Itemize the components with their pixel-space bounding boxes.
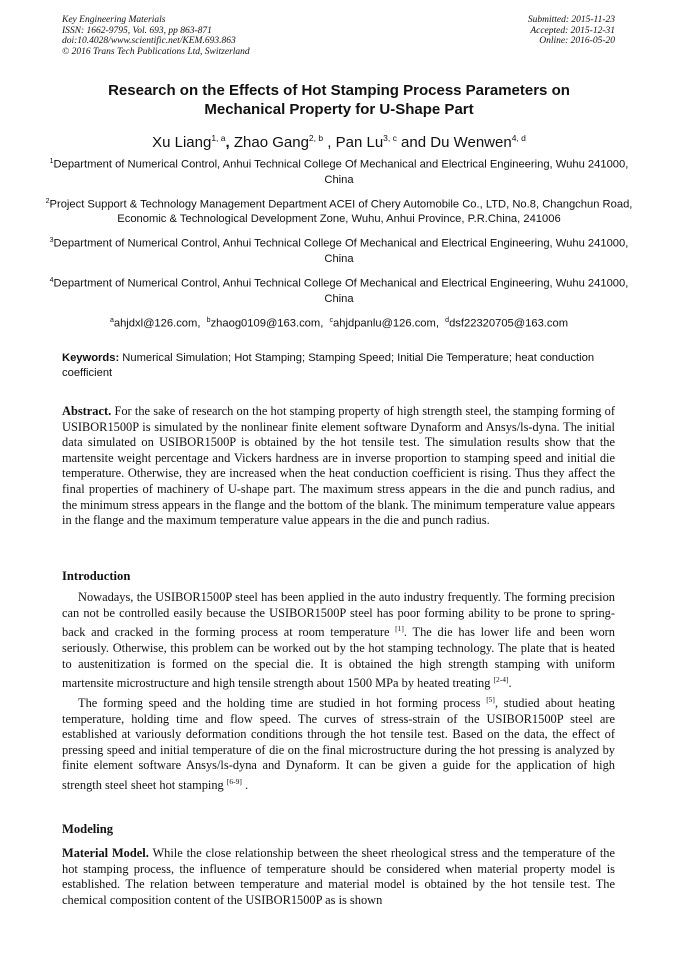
affiliation-text: Department of Numerical Control, Anhui Technical College Of Mechanical and Electrical Engineering, Wuhu 241000, China: [53, 277, 629, 305]
modeling-section: [62, 846, 615, 908]
paragraph-text: .: [508, 676, 512, 691]
keywords-label: Keywords:: [62, 352, 120, 364]
author-name: Du Wenwen: [430, 134, 512, 151]
email-link[interactable]: ahjdpanlu@126.com: [333, 317, 436, 330]
affiliations: [40, 154, 638, 332]
citation-ref[interactable]: [6-9]: [226, 776, 242, 786]
author-name: Pan Lu: [335, 134, 384, 151]
email-list: $^a$ahjdxl@126.com, $^b$zhaog0109@163.com, $^c$ahjdpanlu@126.com, $^d$dsf22320705@163.com: [109, 316, 569, 330]
affiliation: [40, 154, 638, 188]
author-separator: and: [396, 134, 431, 151]
paragraph-text: Nowadays, the USIBOR1500P steel has been applied in the auto industry frequently. The forming precision can not be controlled easily because the USIBOR1500P steel has poor forming ability to be prone to spring-back and cracked in the forming process at room temperature: [62, 590, 615, 640]
journal-name: Key Engineering Materials: [62, 15, 166, 25]
email-mark: c: [329, 316, 334, 324]
paragraph: [62, 590, 615, 692]
modeling-heading: Modeling: [62, 822, 114, 836]
author-separator: ,: [323, 134, 336, 151]
online-date: Online: 2016-05-20: [539, 36, 615, 47]
citation-ref[interactable]: [2-4]: [493, 675, 509, 685]
email-mark: a: [109, 316, 114, 324]
author-affil-mark: 1, a: [211, 133, 226, 143]
citation-ref[interactable]: [5]: [486, 694, 495, 704]
affiliation-text: Project Support & Technology Management Department ACEI of Chery Automobile Co., LTD, No.8, Changchun Road, Economic & Technological Development Zone, Wuhu, Anhui Province, P.R.China, 241006: [49, 198, 633, 226]
author-separator: ,: [225, 134, 234, 151]
email-mark: b: [206, 316, 211, 324]
submitted-date: Submitted: 2015-11-23: [527, 15, 615, 25]
affiliation-text: Department of Numerical Control, Anhui Technical College Of Mechanical and Electrical Engineering, Wuhu 241000, China: [53, 238, 629, 266]
paper-title: [40, 81, 638, 119]
affiliation-mark: 1: [49, 158, 54, 165]
email-mark: d: [445, 316, 450, 324]
affiliation: [40, 273, 638, 307]
author-name: Xu Liang: [152, 134, 212, 151]
citation-ref[interactable]: [1]: [395, 624, 404, 634]
author-affil-mark: 2, b: [308, 133, 324, 143]
journal-info: [62, 15, 250, 57]
accepted-date: Accepted: 2015-12-31: [530, 25, 615, 36]
keywords-section: [62, 351, 615, 381]
abstract-text: For the sake of research on the hot stamping property of high strength steel, the stamping forming of USIBOR1500P is simulated by the nonlinear finite element software Dynaform and Ansys/ls-dyna. The initial data simulated on USIBOR1500P is obtained by the hot tensile test. The simulation results show that the martensite weight percentage and Vickers hardness are in inverse proportion to stamping speed and initial die temperature. Otherwise, they are increased when the heat conduction coefficient is rising. Thus they affect the final properties of machinery of U-shape part. The maximum stress appears in the die and punch radius, and the minimum stress appears in the flange and the bottom of the blank. The minimum temperature value appears in the flange and the maximum temperature value appears in the die and punch radius.: [62, 404, 615, 528]
title-line: Mechanical Property for U-Shape Part: [204, 101, 474, 118]
email-link[interactable]: ahjdxl@126.com: [113, 317, 198, 330]
affiliation-mark: 3: [49, 237, 54, 245]
paragraph-text: , studied about heating temperature, holding time and flow speed. The curves of stress-strain of the USIBOR1500P steel are established at variously deformation conditions through the hot tensile test. Based on the data, the effect of pressing speed and initial temperature of die on the final microstructure during the hot pressing is analyzed by finite element software Ansys/ls-dyna and Dynaform. It can be given a guide for the application of high strength steel sheet hot stamping: [62, 695, 615, 793]
paragraph-text: .: [241, 778, 249, 793]
copyright-line: © 2016 Trans Tech Publications Ltd, Switzerland: [62, 46, 250, 57]
paragraph-text: The forming speed and the holding time are studied in hot forming process: [78, 695, 487, 710]
abstract-label: Abstract.: [62, 404, 112, 418]
paragraph: [62, 692, 615, 794]
affiliation: [40, 233, 638, 267]
author-list: [40, 128, 638, 153]
publication-dates: [528, 15, 615, 47]
abstract-section: [62, 404, 615, 529]
introduction-section: [62, 590, 615, 794]
paragraph-text: . The die has lower life and been worn seriously. Otherwise, this problem can be worked out by the hot stamping technology. The plate that is heated to austenitization is formed on the special die. It is obtained the high strength stamping with uniform martensite microstructure and high tensile strength about 1500 MPa by heated treating: [62, 625, 615, 691]
author-name: Zhao Gang: [233, 134, 309, 151]
affiliation-mark: 2: [45, 197, 50, 205]
introduction-heading: Introduction: [62, 569, 131, 583]
email-link[interactable]: dsf22320705@163.com: [449, 317, 569, 330]
doi-line[interactable]: doi:10.4028/www.scientific.net/KEM.693.863: [62, 36, 236, 47]
email-link[interactable]: zhaog0109@163.com: [210, 317, 321, 330]
subsection-label: Material Model.: [62, 846, 149, 860]
keywords-text: Numerical Simulation; Hot Stamping; Stamping Speed; Initial Die Temperature; heat conduction coefficient: [62, 352, 595, 379]
affiliation-mark: 4: [49, 277, 54, 285]
author-affil-mark: 4, d: [511, 133, 526, 143]
modeling-text: While the close relationship between the sheet rheological stress and the temperature of the hot stamping process, the influence of temperature should be considered when material property model is established. The relation between temperature and material model is obtained by the hot tensile test. The chemical composition content of the USIBOR1500P as is shown: [62, 846, 615, 907]
title-line: Research on the Effects of Hot Stamping Process Parameters on: [108, 82, 570, 99]
author-affil-mark: 3, c: [383, 133, 397, 143]
affiliation-text: Department of Numerical Control, Anhui Technical College Of Mechanical and Electrical Engineering, Wuhu 241000, China: [53, 158, 629, 186]
affiliation: [40, 194, 638, 228]
issn-line: ISSN: 1662-9795, Vol. 693, pp 863-871: [62, 25, 212, 36]
